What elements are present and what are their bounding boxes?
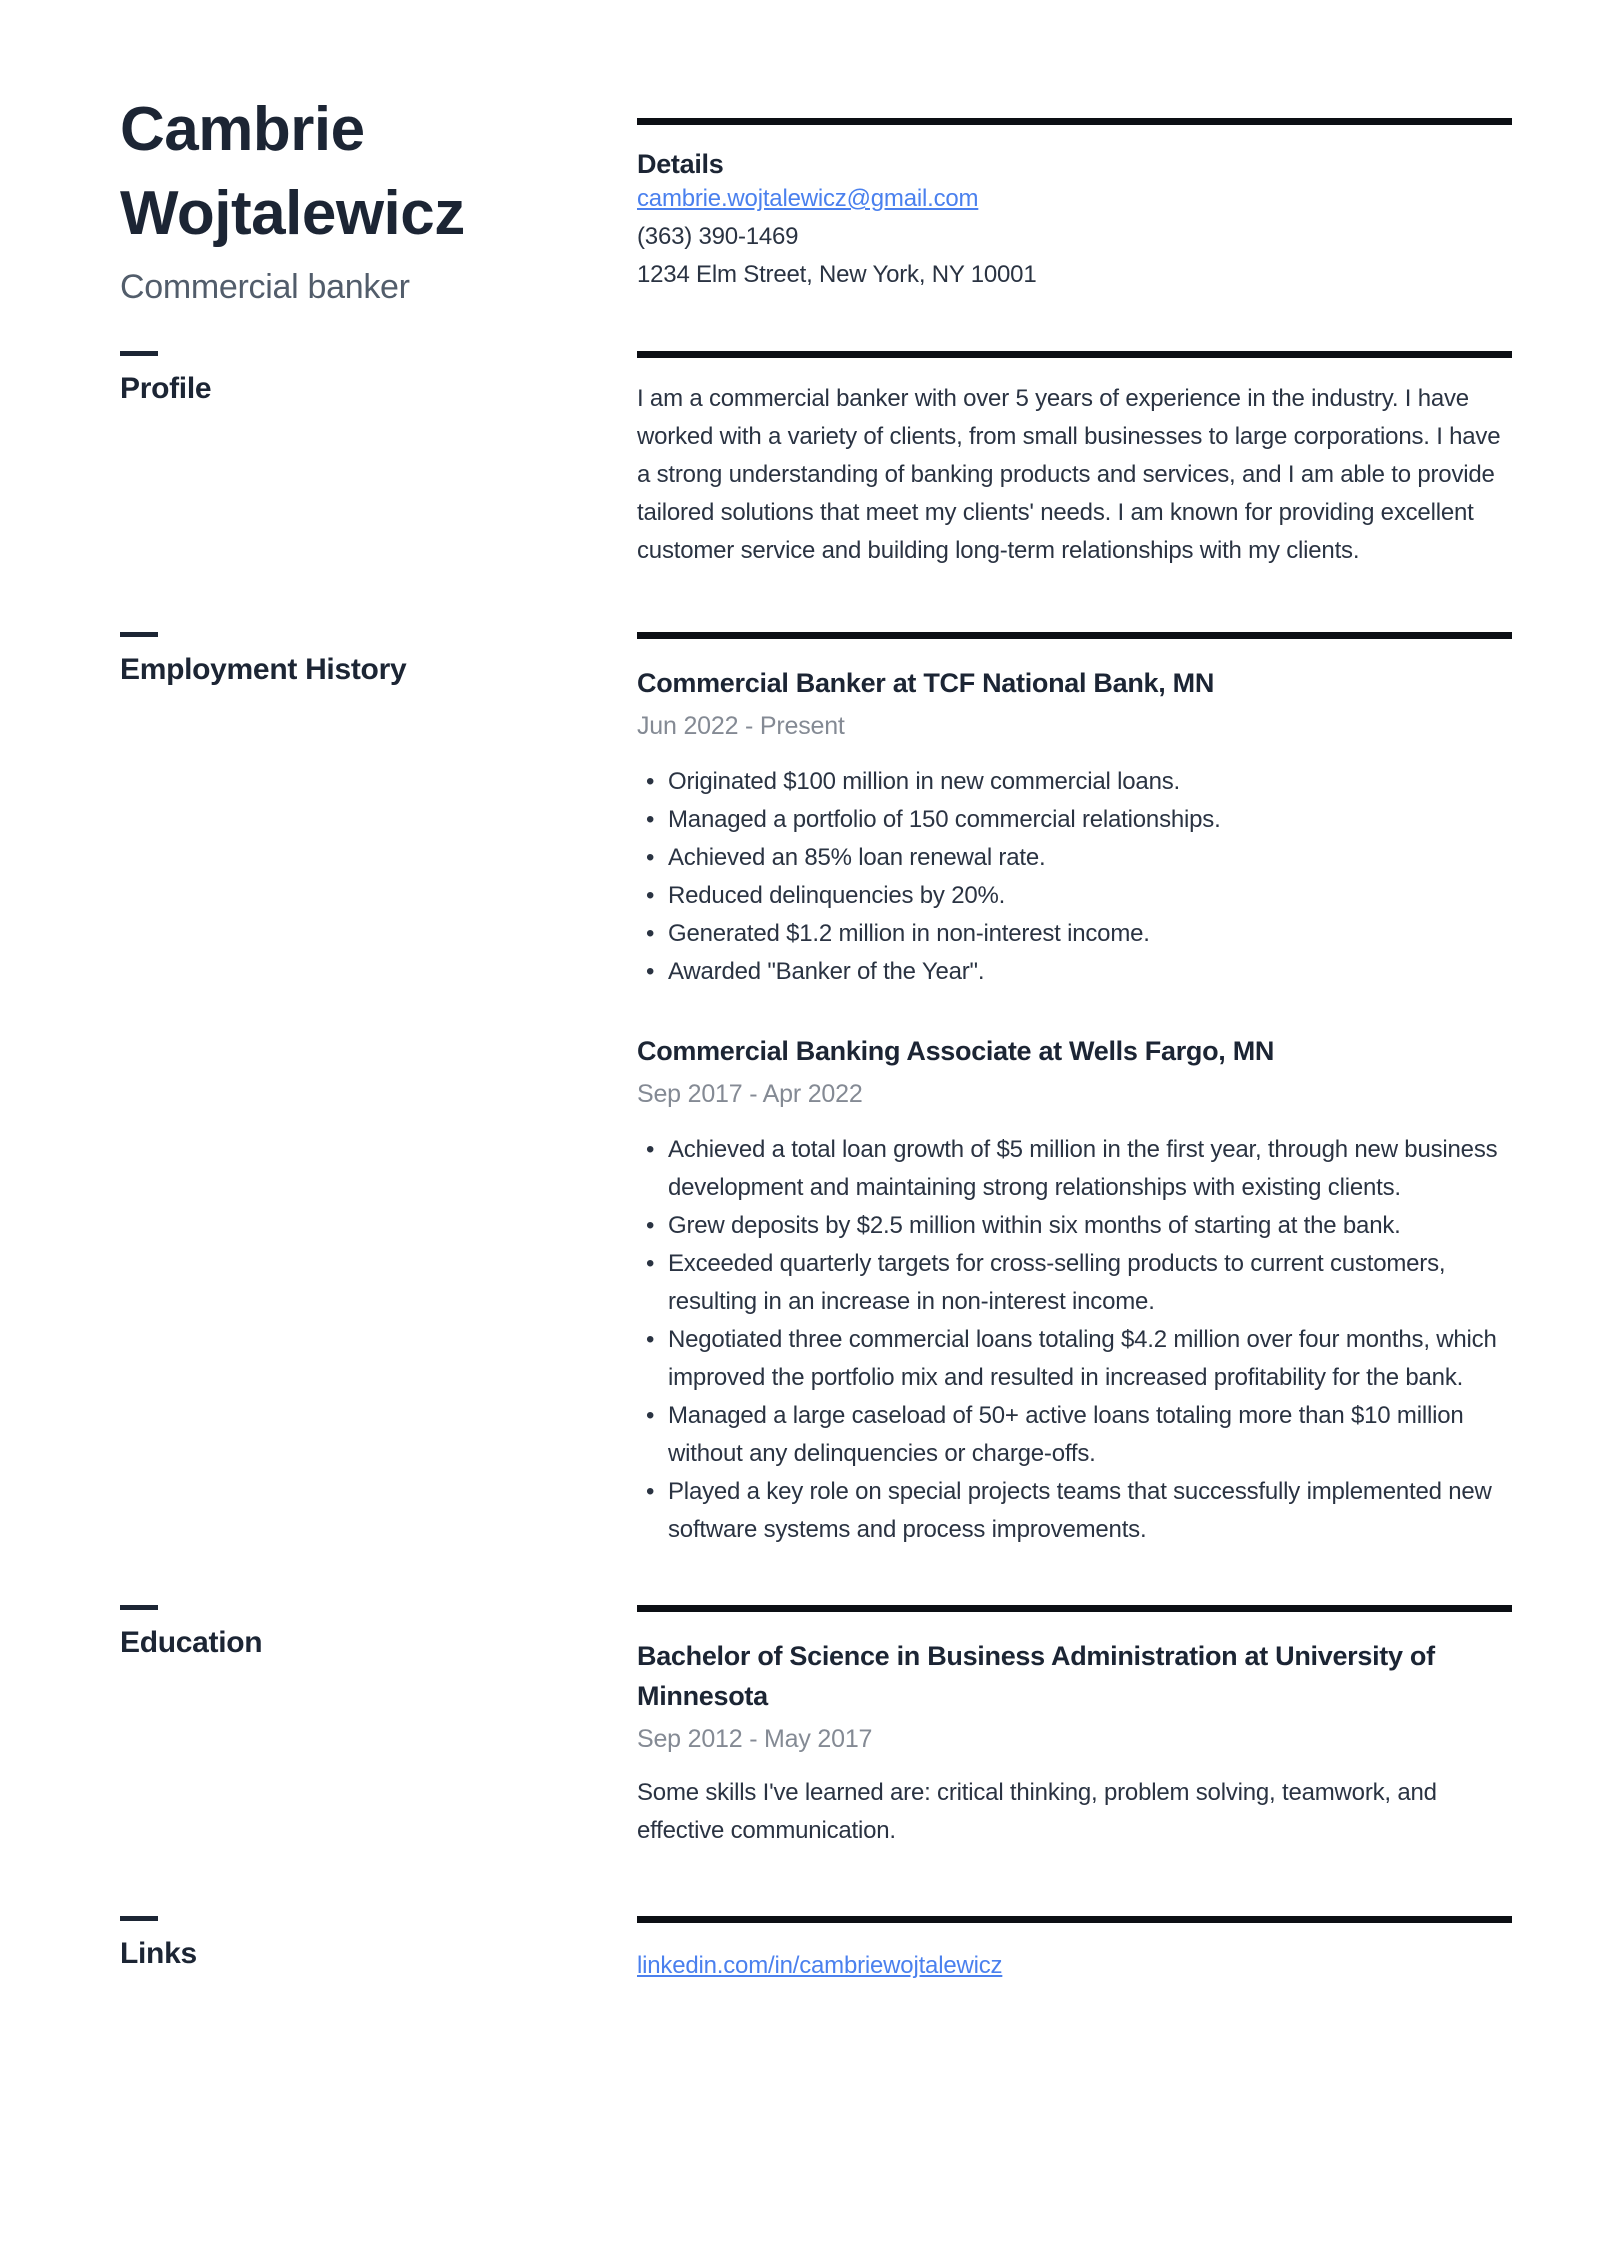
linkedin-line [637,1947,1512,1985]
education-entry [637,1636,1512,1850]
job-entry [637,1031,1512,1549]
linkedin-link[interactable]: linkedin.com/in/cambriewojtalewicz [637,1952,1003,1979]
section-dash [120,351,158,356]
job-dates: Sep 2017 - Apr 2022 [637,1080,863,1108]
profile-section [120,351,1512,570]
section-heading-education: Education [120,1626,263,1659]
job-bullet: • Negotiated three commercial loans totaling $4.2 million over four months, which improved the portfolio mix and resulted in increased profitability for the bank. [637,1321,1512,1397]
employment-divider [637,632,1512,639]
section-dash [120,1605,158,1610]
job-bullet: • Achieved a total loan growth of $5 million in the first year, through new business development and maintaining strong relationships with existing clients. [637,1131,1512,1207]
job-title: Commercial Banker at TCF National Bank, MN [637,668,1215,698]
job-bullet-list [637,763,1512,991]
degree-title: Bachelor of Science in Business Administration at University of Minnesota [637,1641,1435,1711]
links-section [120,1916,1512,1985]
email-link[interactable]: cambrie.wojtalewicz@gmail.com [637,185,979,212]
job-bullet: • Managed a large caseload of 50+ active loans totaling more than $10 million without any delinquencies or charge-offs. [637,1397,1512,1473]
section-heading-employment: Employment History [120,653,407,686]
header-section [120,88,1512,307]
job-bullet: • Generated $1.2 million in non-interest income. [637,915,1512,953]
links-divider [637,1916,1512,1923]
person-name: Cambrie Wojtalewicz [120,95,465,248]
profile-divider [637,351,1512,358]
details-block [637,88,1512,294]
job-dates: Jun 2022 - Present [637,712,845,740]
details-heading: Details [637,149,724,179]
profile-text: I am a commercial banker with over 5 years of experience in the industry. I have worked with a variety of clients, from small businesses to large corporations. I have a strong understanding of banking products and services, and I am able to provide tailored solutions that meet my clients' needs. I am known for providing excellent customer service and building long-term relationships with my clients. [637,385,1501,564]
education-dates: Sep 2012 - May 2017 [637,1725,873,1753]
section-heading-links: Links [120,1937,197,1970]
job-entry [637,663,1512,991]
job-bullet: • Grew deposits by $2.5 million within six months of starting at the bank. [637,1207,1512,1245]
job-bullet: • Originated $100 million in new commercial loans. [637,763,1512,801]
education-divider [637,1605,1512,1612]
job-bullet: • Reduced delinquencies by 20%. [637,877,1512,915]
details-divider [637,118,1512,125]
address: 1234 Elm Street, New York, NY 10001 [637,261,1037,288]
person-title: Commercial banker [120,268,410,306]
job-bullet: • Exceeded quarterly targets for cross-selling products to current customers, resulting in an increase in non-interest income. [637,1245,1512,1321]
education-section [120,1605,1512,1850]
section-dash [120,632,158,637]
job-bullet: • Managed a portfolio of 150 commercial relationships. [637,801,1512,839]
job-bullet: • Achieved an 85% loan renewal rate. [637,839,1512,877]
job-title: Commercial Banking Associate at Wells Fargo, MN [637,1036,1275,1066]
job-bullet-list [637,1131,1512,1549]
email-line [637,180,1512,218]
employment-section [120,632,1512,1549]
section-heading-profile: Profile [120,372,212,405]
job-bullet: • Played a key role on special projects teams that successfully implemented new software systems and process improvements. [637,1473,1512,1549]
section-dash [120,1916,158,1921]
education-description: Some skills I've learned are: critical thinking, problem solving, teamwork, and effective communication. [637,1779,1437,1844]
phone-number: (363) 390-1469 [637,223,799,250]
job-bullet: • Awarded "Banker of the Year". [637,953,1512,991]
